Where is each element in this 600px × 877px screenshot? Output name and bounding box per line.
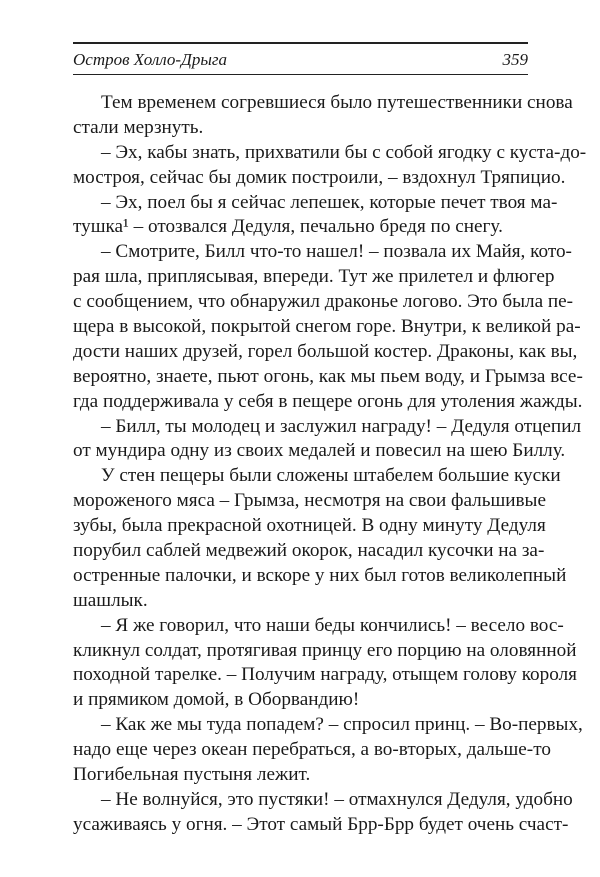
text-line: с сообщением, что обнаружил драконье логово. Это была пе- [73,291,574,313]
paragraph [73,415,582,465]
text-line: порубил саблей медвежий окорок, насадил кусочки на за- [73,540,545,562]
text-line: кликнул солдат, протягивая принцу его порцию на оловянной [73,639,577,661]
paragraph [73,464,567,613]
top-rule [73,42,528,44]
text-line: тушка¹ – отозвался Дедуля, печально бредя по снегу. [73,216,503,238]
text-line: и прямиком домой, в Оборвандию! [73,689,360,711]
paragraph [73,240,583,414]
text-line: – Я же говорил, что наши беды кончились! – весело вос- [101,614,564,636]
text-line: усаживаясь у огня. – Этот самый Брр-Брр будет очень счаст- [73,813,569,835]
text-line: Тем временем согревшиеся было путешественники снова [101,92,573,113]
text-line: походной тарелке. – Получим награду, отыщем голову короля [73,664,577,686]
paragraph [73,91,573,141]
running-header [73,50,528,72]
text-line: Погибельная пустыня лежит. [73,764,311,786]
page-number: 359 [502,50,528,69]
paragraph [73,141,587,191]
text-line: от мундира одну из своих медалей и повесил на шею Биллу. [73,440,566,462]
text-line: мостроя, сейчас бы домик построили, – вздохнул Тряпицио. [73,166,566,188]
text-line: щера в высокой, покрытой снегом горе. Внутри, к великой ра- [73,316,581,338]
text-line: зубы, была прекрасной охотницей. В одну минуту Дедуля [73,515,546,537]
text-line: – Как же мы туда попадем? – спросил принц. – Во-первых, [101,714,583,736]
text-line: шашлык. [73,589,148,611]
text-line: рая шла, приплясывая, впереди. Тут же прилетел и флюгер [73,266,555,288]
page-body [73,91,587,838]
text-line: мороженого мяса – Грымза, несмотря на свои фальшивые [73,490,546,512]
text-line: вероятно, знаете, пьют огонь, как мы пьем воду, и Грымза все- [73,365,583,387]
text-line: У стен пещеры были сложены штабелем большие куски [101,465,561,487]
text-line: надо еще через океан перебраться, а во-вторых, дальше-то [73,739,551,761]
text-line: гда поддерживала у себя в пещере огонь для утоления жажды. [73,390,583,412]
text-line: стали мерзнуть. [73,116,204,138]
paragraph [73,191,558,241]
text-line: остренные палочки, и вскоре у них был готов великолепный [73,564,567,586]
text-line: – Эх, поел бы я сейчас лепешек, которые печет твоя ма- [101,191,558,213]
paragraph [73,614,577,714]
text-line: – Не волнуйся, это пустяки! – отмахнулся Дедуля, удобно [101,788,573,810]
text-line: – Билл, ты молодец и заслужил награду! – Дедуля отцепил [101,415,582,437]
paragraph [73,788,573,838]
text-line: дости наших друзей, горел большой костер. Драконы, как вы, [73,340,578,362]
running-title: Остров Холло-Дрыга [73,50,228,69]
text-line: – Смотрите, Билл что-то нашел! – позвала их Майя, кото- [101,241,572,263]
text-line: – Эх, кабы знать, прихватили бы с собой ягодку с куста-до- [101,141,587,163]
header-rule [73,74,528,75]
paragraph [73,713,583,788]
